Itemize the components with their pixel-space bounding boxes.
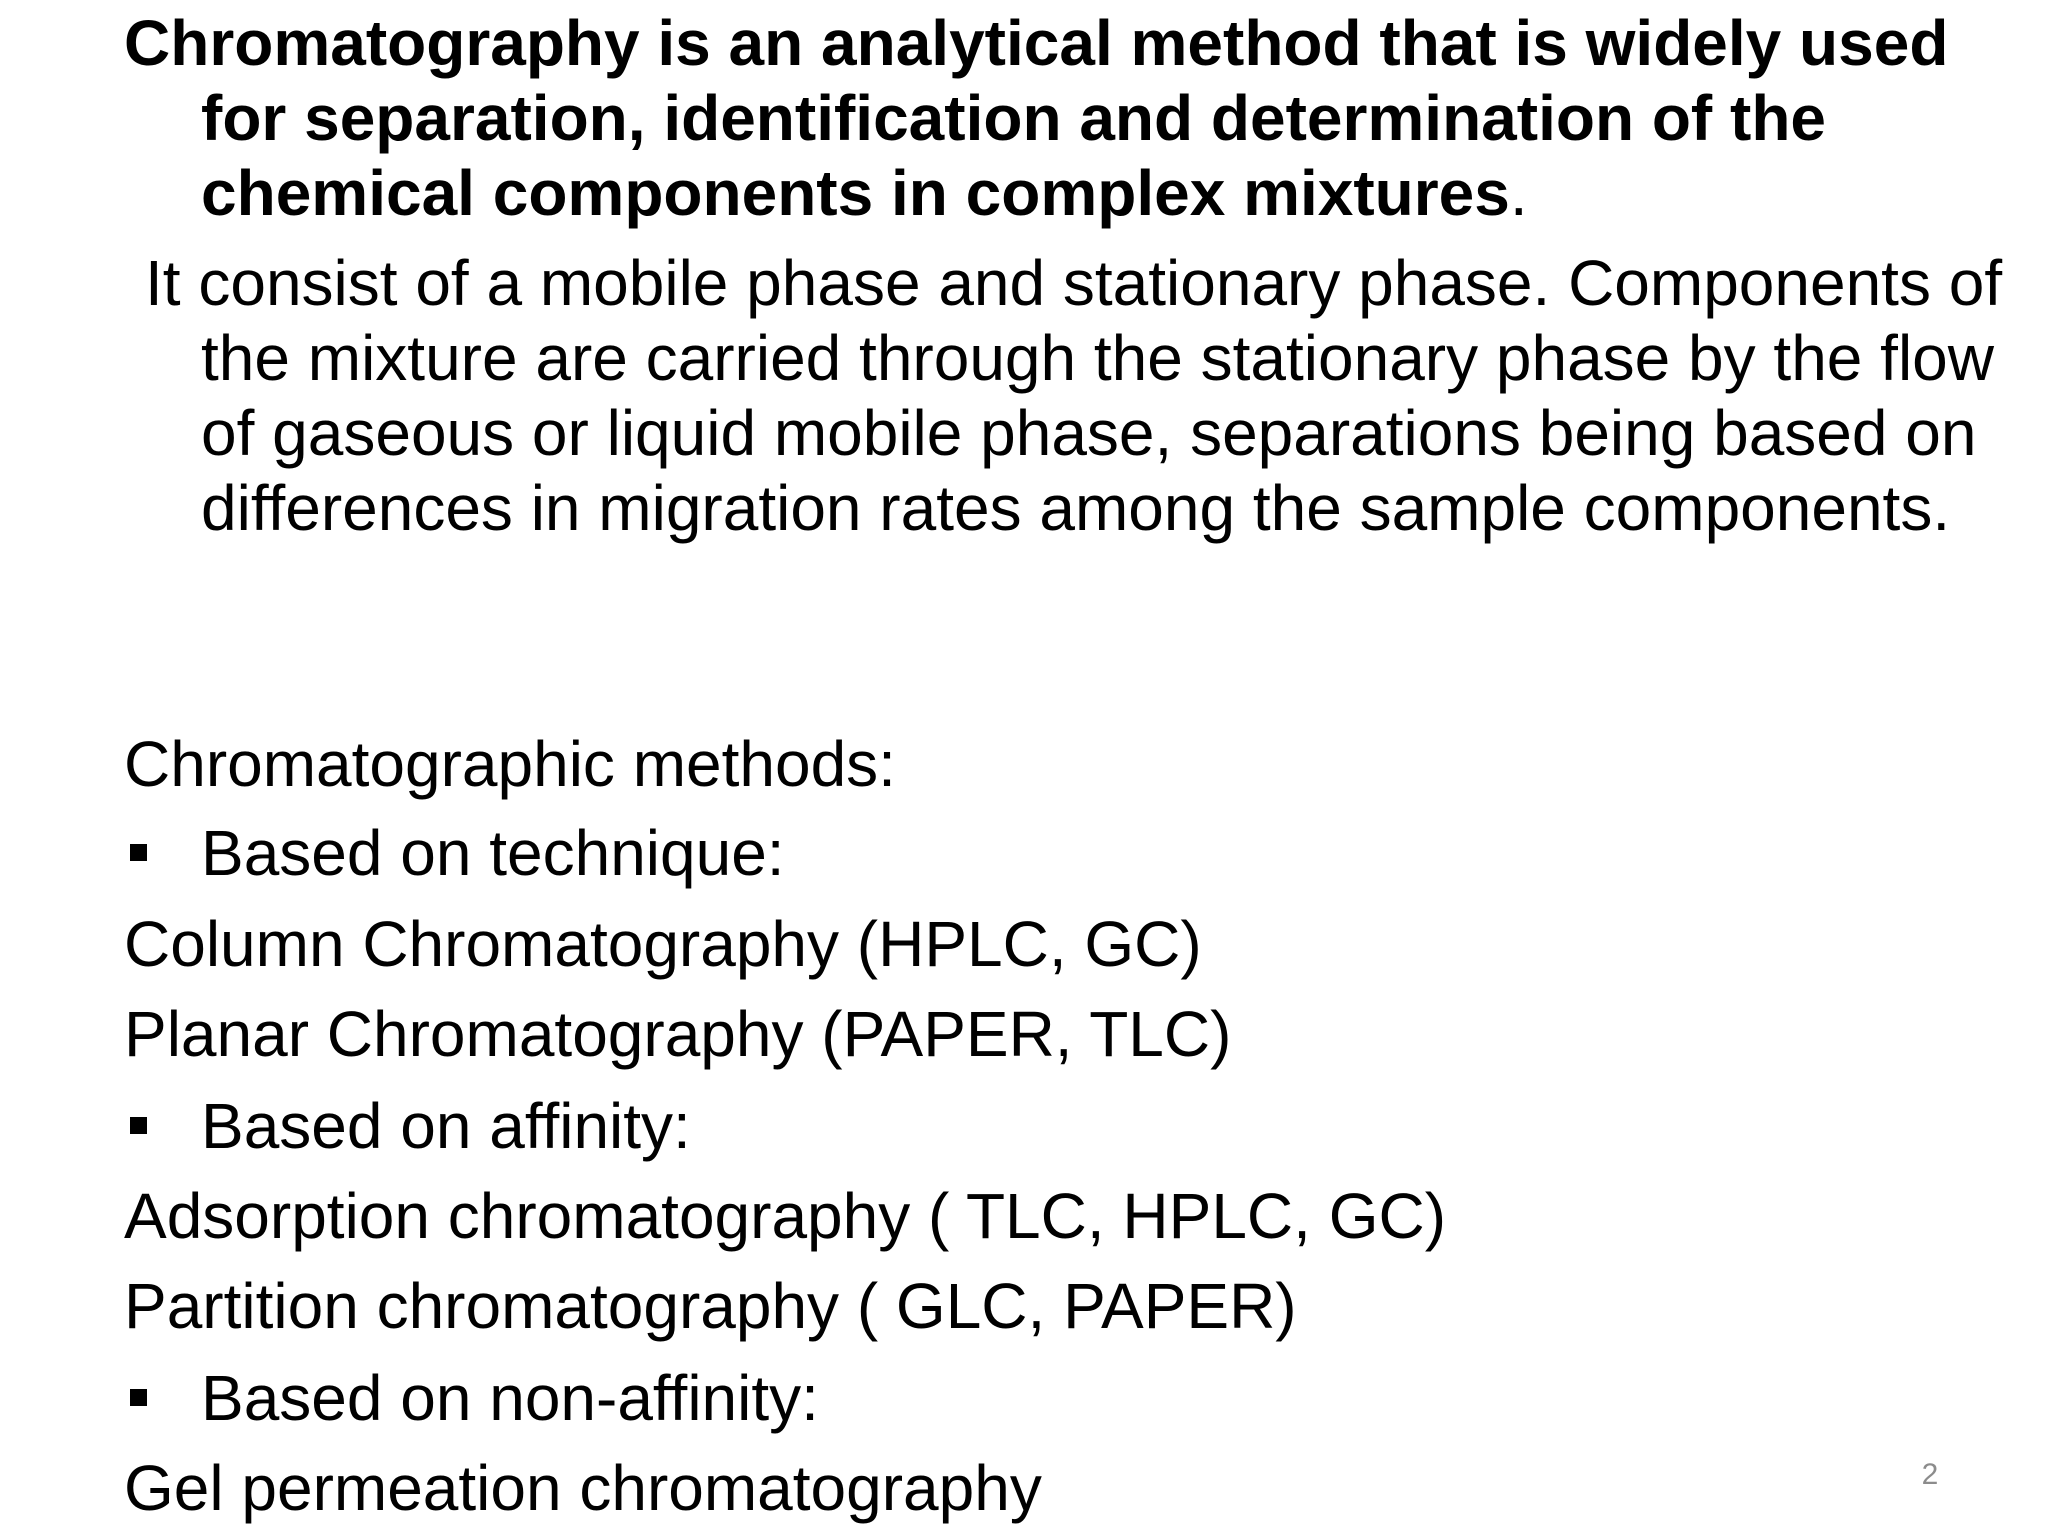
square-bullet-icon: [130, 844, 147, 861]
intro-period: .: [1509, 157, 1528, 229]
bullet-nonaffinity-label: Based on non-affinity:: [201, 1362, 819, 1434]
method-column: Column Chromatography (HPLC, GC): [124, 908, 1202, 980]
description-paragraph: It consist of a mobile phase and stationary phase. Components of the mixture are carried through the stationary phase by the flow of gaseous or liquid mobile phase, separations being based on differences in migration rates among the sample components.: [145, 247, 2003, 544]
methods-heading: Chromatographic methods:: [124, 728, 896, 800]
bullet-affinity-label: Based on affinity:: [201, 1090, 691, 1162]
page-number: 2: [1921, 1458, 1939, 1491]
bullet-technique-label: Based on technique:: [201, 817, 785, 889]
intro-bold-text: Chromatography is an analytical method that is widely used for separation, identification and determination of the chemical components in complex mixtures: [124, 7, 1949, 229]
square-bullet-icon: [130, 1117, 147, 1134]
method-adsorption: Adsorption chromatography ( TLC, HPLC, GC): [124, 1180, 1446, 1252]
square-bullet-icon: [130, 1389, 147, 1406]
intro-paragraph: [124, 6, 2041, 231]
method-gel: Gel permeation chromatography: [124, 1452, 1042, 1524]
method-partition: Partition chromatography ( GLC, PAPER): [124, 1270, 1297, 1342]
method-planar: Planar Chromatography (PAPER, TLC): [124, 998, 1232, 1070]
